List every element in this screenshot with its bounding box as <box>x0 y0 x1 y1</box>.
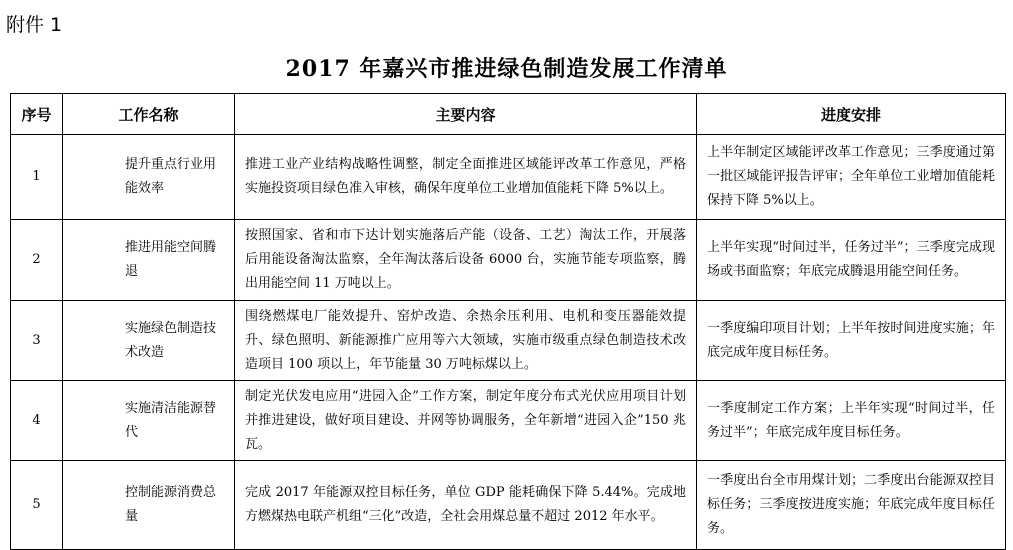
schedule: 一季度出台全市用煤计划；二季度出台能源双控目标任务；三季度按进度实施；年底完成年度目标任务。 <box>697 461 1006 550</box>
row-number: 4 <box>11 381 63 461</box>
main-content: 制定光伏发电应用“进园入企”工作方案，制定年度分布式光伏应用项目计划并推进建设，做好项目建设、并网等协调服务，全年新增“进园入企”150 兆瓦。 <box>235 381 697 461</box>
row-number: 3 <box>11 301 63 381</box>
work-name: 实施绿色制造技术改造 <box>63 301 235 381</box>
table-header-row <box>11 94 1006 135</box>
row-number: 5 <box>11 461 63 550</box>
work-name: 提升重点行业用能效率 <box>63 135 235 220</box>
main-content: 完成 2017 年能源双控目标任务，单位 GDP 能耗确保下降 5.44%。完成地方燃煤热电联产机组“三化”改造，全社会用煤总量不超过 2012 年水平。 <box>235 461 697 550</box>
main-content: 围绕燃煤电厂能效提升、窑炉改造、余热余压利用、电机和变压器能效提升、绿色照明、新能源推广应用等六大领域，实施市级重点绿色制造技术改造项目 100 项以上，年节能量 30 万吨标煤以上。 <box>235 301 697 381</box>
row-number: 2 <box>11 220 63 301</box>
work-name: 控制能源消费总量 <box>63 461 235 550</box>
main-content: 按照国家、省和市下达计划实施落后产能（设备、工艺）淘汰工作，开展落后用能设备淘汰监察，全年淘汰落后设备 6000 台，实施节能专项监察，腾出用能空间 11 万吨以上。 <box>235 220 697 301</box>
attachment-label: 附件 1 <box>6 14 63 36</box>
table-row <box>11 220 1006 301</box>
header-main-content: 主要内容 <box>235 94 697 135</box>
page-title: 2017 年嘉兴市推进绿色制造发展工作清单 <box>285 56 728 82</box>
schedule: 一季度编印项目计划；上半年按时间进度实施；年底完成年度目标任务。 <box>697 301 1006 381</box>
header-serial: 序号 <box>11 94 63 135</box>
schedule: 一季度制定工作方案；上半年实现“时间过半，任务过半”；年底完成年度目标任务。 <box>697 381 1006 461</box>
header-work-name: 工作名称 <box>63 94 235 135</box>
schedule: 上半年制定区域能评改革工作意见；三季度通过第一批区域能评报告评审；全年单位工业增加值能耗保持下降 5%以上。 <box>697 135 1006 220</box>
work-list-table <box>10 93 1006 550</box>
table-row <box>11 461 1006 550</box>
header-schedule: 进度安排 <box>697 94 1006 135</box>
row-number: 1 <box>11 135 63 220</box>
work-name: 实施清洁能源替代 <box>63 381 235 461</box>
schedule: 上半年实现“时间过半，任务过半”；三季度完成现场或书面监察；年底完成腾退用能空间任务。 <box>697 220 1006 301</box>
work-name: 推进用能空间腾退 <box>63 220 235 301</box>
table-row <box>11 381 1006 461</box>
table-row <box>11 135 1006 220</box>
main-content: 推进工业产业结构战略性调整，制定全面推进区域能评改革工作意见，严格实施投资项目绿色准入审核，确保年度单位工业增加值能耗下降 5%以上。 <box>235 135 697 220</box>
table-row <box>11 301 1006 381</box>
